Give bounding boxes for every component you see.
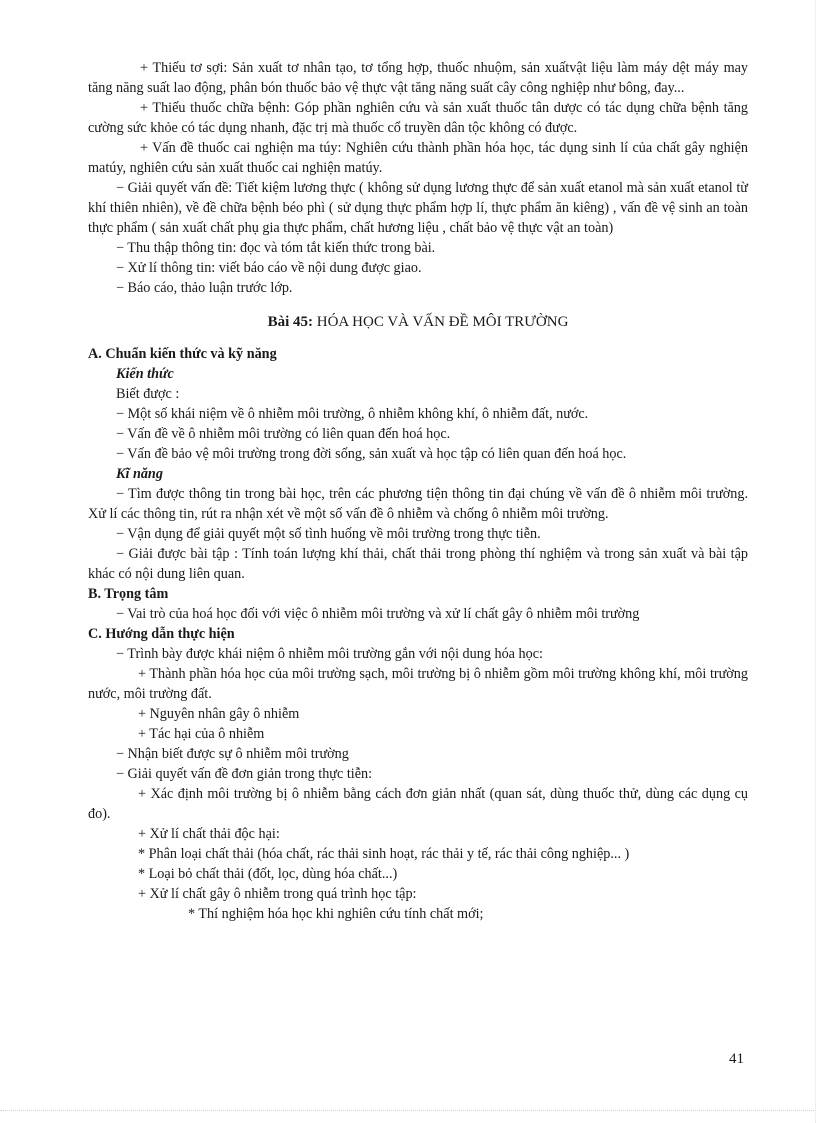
lesson-name: HÓA HỌC VÀ VẤN ĐỀ MÔI TRƯỜNG [313,314,569,330]
section-c-heading: C. Hướng dẫn thực hiện [88,626,235,642]
paragraph-fiber: + Thiếu tơ sợi: Sản xuất tơ nhân tạo, tơ tổng hợp, thuốc nhuộm, sản xuấtvật liệu làm máy dệt máy may tăng năng suất lao động, phân bón thuốc bảo vệ thực vật tăng năng suất cây công nghiệp như bông, đay... [88,60,748,96]
guide-subitem: + Thành phần hóa học của môi trường sạch, môi trường bị ô nhiễm gồm môi trường không khí, môi trường nước, môi trường đất. [88,666,748,702]
section-b-heading: B. Trọng tâm [88,586,169,602]
guide-subitem: + Xác định môi trường bị ô nhiễm bằng cách đơn giản nhất (quan sát, dùng thuốc thử, dùng các dụng cụ đo). [88,786,748,822]
guide-subitem: + Xử lí chất thải độc hại: [138,826,280,842]
skills-heading: Kĩ năng [116,466,163,482]
guide-item: − Trình bày được khái niệm ô nhiễm môi trường gắn với nội dung hóa học: [116,646,543,662]
paragraph-drug-rehab: + Vấn đề thuốc cai nghiện ma túy: Nghiên cứu thành phần hóa học, tác dụng sinh lí của chất gây nghiện matúy, nghiên cứu sản xuất thuốc cai nghiện matúy. [88,140,748,176]
guide-item: − Giải quyết vấn đề đơn giản trong thực tiễn: [116,766,373,782]
paragraph-collect-info: − Thu thập thông tin: đọc và tóm tắt kiến thức trong bài. [116,240,436,256]
skills-item: − Vận dụng để giải quyết một số tình huống về môi trường trong thực tiễn. [116,526,541,542]
guide-detail: * Thí nghiệm hóa học khi nghiên cứu tính chất mới; [188,906,484,922]
guide-detail: * Loại bỏ chất thải (đốt, lọc, dùng hóa chất...) [138,866,398,882]
document-body [88,58,748,924]
section-a-heading: A. Chuẩn kiến thức và kỹ năng [88,346,277,362]
skills-item: − Giải được bài tập : Tính toán lượng khí thải, chất thải trong phòng thí nghiệm và trong sản xuất và bài tập khác có nội dung liên quan. [88,546,748,582]
knowledge-item: − Một số khái niệm về ô nhiễm môi trường, ô nhiễm không khí, ô nhiễm đất, nước. [116,406,589,422]
lesson-title [88,312,748,332]
skills-item: − Tìm được thông tin trong bài học, trên các phương tiện thông tin đại chúng về vấn đề ô nhiễm môi trường. Xử lí các thông tin, rút ra nhận xét về một số vấn đề ô nhiễm và chống ô nhiễm môi trường. [88,486,748,522]
page-bottom-border [0,1110,816,1111]
focus-item: − Vai trò của hoá học đối với việc ô nhiễm môi trường và xử lí chất gây ô nhiễm môi trường [116,606,640,622]
knowledge-intro: Biết được : [116,386,180,402]
lesson-number: Bài 45: [267,314,313,330]
guide-subitem: + Nguyên nhân gây ô nhiễm [138,706,300,722]
knowledge-heading: Kiến thức [116,366,174,382]
guide-item: − Nhận biết được sự ô nhiễm môi trường [116,746,349,762]
paragraph-medicine: + Thiếu thuốc chữa bệnh: Góp phần nghiên cứu và sản xuất thuốc tân dược có tác dụng chữa bệnh tăng cường sức khỏe có tác dụng nhanh, đặc trị mà thuốc cổ truyền dân tộc không có được. [88,100,748,136]
paragraph-solve-problem: − Giải quyết vấn đề: Tiết kiệm lương thực ( không sử dụng lương thực để sản xuất etanol mà sản xuất etanol từ khí thiên nhiên), về đề chữa bệnh béo phì ( sử dụng thực phẩm hợp lí, thực phẩm ăn kiêng) , vấn đề vệ sinh an toàn thực phẩm ( sản xuất chất phụ gia thực phẩm, chất hương liệu , chất bảo vệ thực vật an toàn) [88,180,748,236]
knowledge-item: − Vấn đề về ô nhiễm môi trường có liên quan đến hoá học. [116,426,451,442]
page-number: 41 [729,1051,744,1067]
knowledge-item: − Vấn đề bảo vệ môi trường trong đời sống, sản xuất và học tập có liên quan đến hoá học. [116,446,627,462]
guide-subitem: + Tác hại của ô nhiễm [138,726,265,742]
paragraph-report: − Báo cáo, thảo luận trước lớp. [116,280,293,296]
guide-detail: * Phân loại chất thải (hóa chất, rác thải sinh hoạt, rác thải y tế, rác thải công nghiệp... ) [138,846,630,862]
paragraph-process-info: − Xử lí thông tin: viết báo cáo về nội dung được giao. [116,260,422,276]
guide-subitem: + Xử lí chất gây ô nhiễm trong quá trình học tập: [138,886,417,902]
